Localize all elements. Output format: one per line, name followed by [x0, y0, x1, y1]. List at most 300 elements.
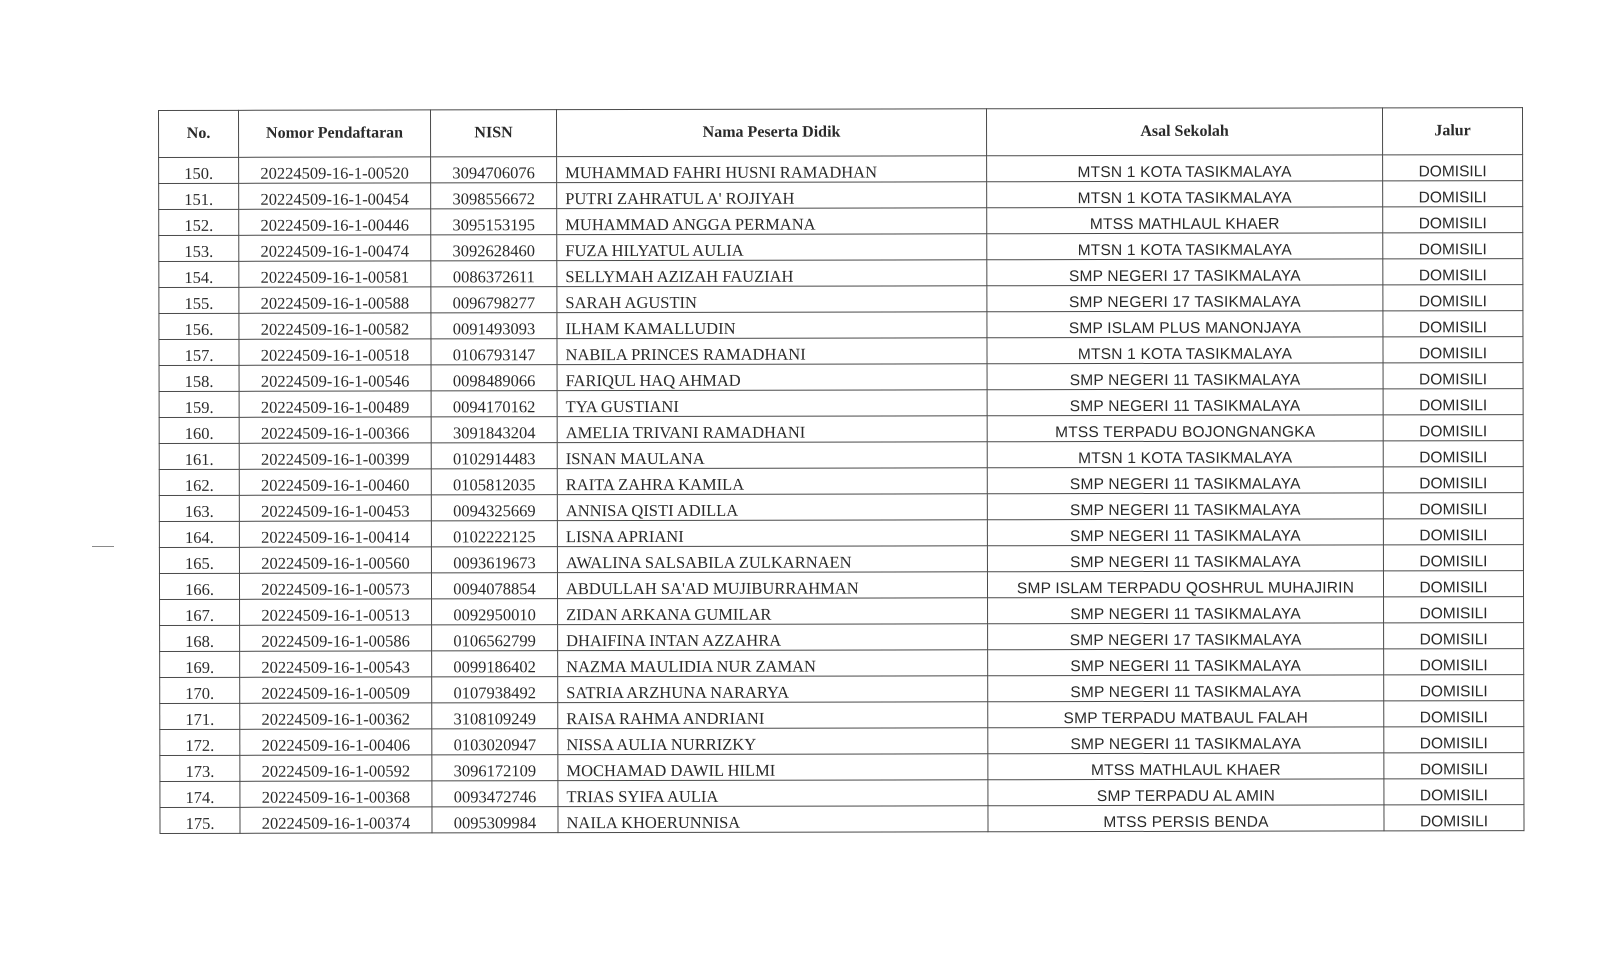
- cell-no: [160, 703, 240, 729]
- cell-route-text: DOMISILI: [1418, 214, 1487, 232]
- cell-no-text: 153.: [184, 241, 214, 261]
- cell-nisn: [432, 599, 558, 625]
- cell-student-name: [558, 702, 988, 729]
- cell-no-text: 155.: [184, 293, 214, 313]
- cell-origin-school-text: SMP ISLAM PLUS MANONJAYA: [1068, 319, 1302, 337]
- cell-nisn-text: 3091843204: [452, 422, 536, 442]
- cell-origin-school-text: SMP NEGERI 11 TASIKMALAYA: [1070, 683, 1302, 701]
- cell-registration-number: [239, 469, 431, 495]
- cell-nisn: [431, 573, 557, 599]
- cell-route: [1383, 363, 1523, 389]
- cell-origin-school-text: SMP TERPADU AL AMIN: [1096, 787, 1276, 805]
- table-row: [159, 519, 1523, 548]
- cell-registration-number-text: 20224509-16-1-00509: [261, 682, 410, 703]
- cell-origin-school-text: SMP NEGERI 11 TASIKMALAYA: [1069, 371, 1301, 389]
- cell-no-text: 166.: [185, 579, 214, 599]
- cell-route-text: DOMISILI: [1419, 682, 1488, 700]
- header-nisn: NISN: [431, 110, 557, 157]
- cell-nisn-text: 0106793147: [452, 344, 536, 364]
- cell-origin-school-text: MTSS TERPADU BOJONGNANGKA: [1055, 423, 1316, 441]
- cell-student-name: [557, 364, 987, 391]
- cell-origin-school: [987, 363, 1383, 390]
- cell-origin-school-text: MTSN 1 KOTA TASIKMALAYA: [1077, 241, 1292, 259]
- cell-route: [1383, 389, 1523, 415]
- cell-registration-number: [239, 417, 431, 443]
- cell-origin-school: [988, 701, 1384, 728]
- cell-nisn-text: 3108109249: [453, 708, 537, 728]
- cell-student-name: [557, 234, 987, 261]
- cell-route: [1383, 155, 1523, 181]
- cell-student-name: [558, 598, 988, 625]
- cell-route-text: DOMISILI: [1419, 604, 1488, 622]
- cell-no-text: 164.: [184, 527, 214, 547]
- cell-nisn: [432, 677, 558, 703]
- cell-route: [1383, 259, 1523, 285]
- cell-route-text: DOMISILI: [1418, 344, 1488, 362]
- cell-registration-number-text: 20224509-16-1-00366: [260, 422, 410, 443]
- cell-no-text: 173.: [185, 761, 215, 781]
- cell-registration-number-text: 20224509-16-1-00588: [260, 292, 410, 313]
- cell-route-text: DOMISILI: [1419, 370, 1488, 388]
- cell-route: [1383, 207, 1523, 233]
- cell-registration-number-text: 20224509-16-1-00399: [260, 448, 410, 469]
- cell-route-text: DOMISILI: [1419, 526, 1488, 544]
- cell-origin-school-text: SMP NEGERI 11 TASIKMALAYA: [1069, 501, 1301, 519]
- cell-registration-number-text: 20224509-16-1-00460: [261, 474, 410, 495]
- cell-route-text: DOMISILI: [1418, 292, 1487, 310]
- cell-no: [159, 365, 239, 391]
- cell-nisn: [431, 261, 557, 287]
- cell-nisn-text: 0102914483: [452, 448, 536, 468]
- cell-nisn-text: 3094706076: [452, 162, 535, 182]
- cell-registration-number: [240, 651, 432, 677]
- cell-nisn-text: 0107938492: [453, 682, 536, 702]
- header-origin-school: Asal Sekolah: [986, 108, 1382, 156]
- cell-origin-school-text: SMP NEGERI 11 TASIKMALAYA: [1070, 553, 1301, 571]
- cell-nisn: [432, 807, 558, 833]
- cell-student-name-text: TRIAS SYIFA AULIA: [566, 786, 719, 806]
- cell-registration-number-text: 20224509-16-1-00374: [261, 812, 411, 833]
- cell-route-text: DOMISILI: [1418, 318, 1487, 336]
- table-row: [159, 441, 1523, 470]
- cell-origin-school: [987, 337, 1383, 364]
- table-row: [160, 597, 1524, 626]
- cell-no: [159, 469, 239, 495]
- cell-nisn-text: 0096798277: [452, 292, 536, 312]
- cell-no: [160, 729, 240, 755]
- cell-nisn-text: 3098556672: [452, 188, 535, 208]
- cell-registration-number: [239, 521, 431, 547]
- cell-registration-number: [239, 391, 431, 417]
- cell-student-name: [558, 650, 988, 677]
- cell-route-text: DOMISILI: [1419, 474, 1488, 492]
- cell-registration-number-text: 20224509-16-1-00543: [261, 656, 410, 677]
- cell-nisn: [432, 781, 558, 807]
- cell-nisn-text: 0093619673: [453, 552, 536, 572]
- cell-origin-school: [988, 623, 1384, 650]
- cell-origin-school: [988, 805, 1384, 832]
- cell-no-text: 156.: [184, 319, 214, 339]
- cell-nisn: [431, 443, 557, 469]
- cell-no-text: 167.: [185, 605, 215, 625]
- cell-no-text: 157.: [184, 345, 214, 365]
- cell-nisn-text: 0092950010: [453, 604, 536, 624]
- cell-nisn: [431, 209, 557, 235]
- cell-nisn-text: 3092628460: [452, 240, 536, 260]
- cell-route: [1383, 233, 1523, 259]
- table-row: [160, 649, 1524, 678]
- cell-route-text: DOMISILI: [1419, 708, 1488, 726]
- document-page: [158, 107, 1524, 834]
- cell-no-text: 150.: [184, 163, 214, 183]
- cell-no: [159, 287, 239, 313]
- table-row: [160, 701, 1524, 730]
- cell-route: [1384, 623, 1524, 649]
- cell-student-name: [557, 520, 987, 547]
- cell-no: [159, 495, 239, 521]
- table-row: [160, 805, 1524, 834]
- cell-origin-school: [988, 753, 1384, 780]
- table-row: [160, 623, 1524, 652]
- cell-route-text: DOMISILI: [1419, 578, 1488, 596]
- cell-origin-school: [988, 597, 1384, 624]
- cell-registration-number-text: 20224509-16-1-00513: [261, 604, 410, 625]
- cell-no: [159, 261, 239, 287]
- cell-route: [1383, 285, 1523, 311]
- cell-route-text: DOMISILI: [1419, 552, 1488, 570]
- header-registration-number: Nomor Pendaftaran: [239, 110, 431, 157]
- participant-table: [158, 107, 1525, 834]
- cell-no-text: 165.: [184, 553, 214, 573]
- cell-nisn: [432, 729, 558, 755]
- cell-no-text: 159.: [184, 397, 214, 417]
- cell-registration-number: [240, 677, 432, 703]
- cell-origin-school-text: SMP NEGERI 11 TASIKMALAYA: [1070, 605, 1301, 623]
- cell-nisn-text: 0094170162: [452, 396, 536, 416]
- cell-route-text: DOMISILI: [1418, 188, 1487, 206]
- cell-route-text: DOMISILI: [1418, 162, 1487, 180]
- cell-student-name: [557, 312, 987, 339]
- cell-registration-number-text: 20224509-16-1-00582: [260, 318, 410, 339]
- cell-registration-number: [239, 443, 431, 469]
- cell-student-name: [557, 338, 987, 365]
- cell-no-text: 175.: [185, 813, 215, 833]
- cell-no: [159, 443, 239, 469]
- cell-route: [1383, 493, 1523, 519]
- cell-origin-school: [988, 649, 1384, 676]
- cell-route: [1383, 415, 1523, 441]
- cell-origin-school-text: MTSN 1 KOTA TASIKMALAYA: [1077, 163, 1292, 181]
- cell-student-name-text: MUHAMMAD FAHRI HUSNI RAMADHAN: [565, 161, 877, 182]
- cell-no: [159, 339, 239, 365]
- cell-student-name: [558, 728, 988, 755]
- cell-student-name: [557, 156, 987, 183]
- cell-route: [1383, 545, 1523, 571]
- cell-nisn: [432, 703, 558, 729]
- cell-student-name: [557, 572, 987, 599]
- cell-registration-number-text: 20224509-16-1-00489: [260, 396, 410, 417]
- cell-registration-number: [239, 573, 431, 599]
- cell-origin-school: [987, 311, 1383, 338]
- cell-registration-number: [240, 755, 432, 781]
- cell-student-name-text: AWALINA SALSABILA ZULKARNAEN: [565, 552, 852, 572]
- cell-student-name-text: NAZMA MAULIDIA NUR ZAMAN: [566, 656, 816, 676]
- cell-route: [1384, 753, 1524, 779]
- table-row: [159, 311, 1523, 340]
- cell-student-name-text: FUZA HILYATUL AULIA: [565, 240, 744, 260]
- cell-route: [1384, 805, 1524, 831]
- cell-no: [159, 209, 239, 235]
- cell-nisn-text: 0094078854: [453, 578, 536, 598]
- cell-nisn-text: 0091493093: [452, 318, 536, 338]
- cell-no: [159, 417, 239, 443]
- cell-origin-school: [988, 675, 1384, 702]
- cell-nisn: [431, 183, 557, 209]
- cell-student-name-text: ANNISA QISTI ADILLA: [565, 500, 739, 520]
- cell-no-text: 160.: [184, 423, 214, 443]
- cell-nisn: [431, 391, 557, 417]
- cell-route-text: DOMISILI: [1419, 422, 1488, 440]
- cell-student-name: [558, 754, 988, 781]
- cell-origin-school: [987, 389, 1383, 416]
- cell-no-text: 158.: [184, 371, 214, 391]
- cell-nisn-text: 0102222125: [453, 526, 536, 546]
- cell-nisn-text: 0086372611: [452, 266, 535, 286]
- cell-student-name-text: ISNAN MAULANA: [565, 448, 705, 468]
- cell-student-name-text: RAITA ZAHRA KAMILA: [565, 474, 745, 494]
- header-route: Jalur: [1382, 108, 1522, 155]
- cell-origin-school-text: MTSS MATHLAUL KHAER: [1090, 761, 1281, 779]
- cell-route: [1383, 441, 1523, 467]
- cell-no-text: 162.: [184, 475, 214, 495]
- cell-registration-number-text: 20224509-16-1-00520: [260, 162, 409, 183]
- header-student-name: Nama Peserta Didik: [557, 109, 987, 157]
- cell-nisn: [432, 755, 558, 781]
- cell-student-name: [557, 286, 987, 313]
- cell-route-text: DOMISILI: [1418, 240, 1487, 258]
- cell-nisn: [431, 157, 557, 183]
- cell-route: [1383, 181, 1523, 207]
- cell-nisn: [431, 365, 557, 391]
- cell-no-text: 168.: [185, 631, 215, 651]
- cell-route: [1384, 779, 1524, 805]
- cell-no: [160, 807, 240, 833]
- cell-student-name: [558, 624, 988, 651]
- cell-student-name-text: FARIQUL HAQ AHMAD: [565, 370, 741, 390]
- cell-origin-school-text: SMP NEGERI 11 TASIKMALAYA: [1069, 475, 1301, 493]
- cell-origin-school-text: SMP TERPADU MATBAUL FALAH: [1063, 709, 1309, 727]
- table-row: [160, 675, 1524, 704]
- cell-origin-school-text: SMP ISLAM TERPADU QOSHRUL MUHAJIRIN: [1016, 578, 1355, 597]
- cell-student-name: [557, 260, 987, 287]
- cell-student-name: [557, 182, 987, 209]
- cell-student-name-text: LISNA APRIANI: [565, 526, 684, 546]
- cell-origin-school: [987, 207, 1383, 234]
- cell-registration-number-text: 20224509-16-1-00581: [260, 266, 410, 287]
- cell-student-name: [558, 806, 988, 833]
- cell-nisn: [431, 235, 557, 261]
- cell-no-text: 171.: [185, 709, 215, 729]
- cell-nisn: [431, 417, 557, 443]
- cell-no: [159, 157, 239, 183]
- cell-origin-school-text: SMP NEGERI 11 TASIKMALAYA: [1070, 735, 1302, 753]
- cell-no: [159, 391, 239, 417]
- cell-route: [1383, 337, 1523, 363]
- cell-student-name-text: NAILA KHOERUNNISA: [566, 812, 741, 832]
- cell-origin-school: [987, 493, 1383, 520]
- cell-no: [159, 235, 239, 261]
- cell-no-text: 170.: [185, 683, 215, 703]
- cell-no: [160, 625, 240, 651]
- cell-student-name-text: NISSA AULIA NURRIZKY: [566, 734, 757, 754]
- cell-student-name-text: ZIDAN ARKANA GUMILAR: [566, 604, 772, 624]
- cell-nisn: [431, 339, 557, 365]
- cell-nisn-text: 0095309984: [453, 812, 537, 832]
- cell-registration-number-text: 20224509-16-1-00368: [261, 786, 411, 807]
- cell-route-text: DOMISILI: [1419, 630, 1488, 648]
- cell-registration-number-text: 20224509-16-1-00414: [261, 526, 410, 547]
- cell-nisn-text: 3096172109: [453, 760, 537, 780]
- cell-origin-school: [987, 441, 1383, 468]
- cell-nisn-text: 3095153195: [452, 214, 536, 234]
- cell-nisn: [432, 625, 558, 651]
- cell-origin-school: [987, 259, 1383, 286]
- cell-no-text: 172.: [185, 735, 215, 755]
- cell-nisn-text: 0093472746: [453, 786, 537, 806]
- cell-route: [1384, 675, 1524, 701]
- cell-no: [160, 755, 240, 781]
- cell-route-text: DOMISILI: [1419, 812, 1489, 830]
- cell-registration-number: [240, 625, 432, 651]
- cell-no: [160, 599, 240, 625]
- cell-registration-number: [239, 365, 431, 391]
- table-row: [159, 493, 1523, 522]
- cell-route: [1383, 519, 1523, 545]
- cell-registration-number: [239, 495, 431, 521]
- cell-origin-school: [987, 233, 1383, 260]
- cell-registration-number-text: 20224509-16-1-00446: [260, 214, 409, 235]
- cell-origin-school-text: SMP NEGERI 17 TASIKMALAYA: [1069, 631, 1302, 649]
- cell-origin-school: [988, 779, 1384, 806]
- cell-registration-number: [240, 781, 432, 807]
- table-row: [160, 753, 1524, 782]
- cell-no-text: 154.: [184, 267, 214, 287]
- table-row: [159, 285, 1523, 314]
- cell-route-text: DOMISILI: [1419, 786, 1488, 804]
- cell-origin-school-text: SMP NEGERI 11 TASIKMALAYA: [1070, 657, 1302, 675]
- cell-registration-number: [240, 703, 432, 729]
- table-row: [160, 779, 1524, 808]
- cell-registration-number: [239, 157, 431, 183]
- cell-registration-number: [239, 261, 431, 287]
- table-header-row: [159, 108, 1523, 158]
- table-row: [159, 467, 1523, 496]
- cell-registration-number-text: 20224509-16-1-00573: [261, 578, 410, 599]
- cell-student-name: [558, 780, 988, 807]
- cell-route: [1384, 649, 1524, 675]
- table-row: [159, 259, 1523, 288]
- cell-origin-school: [987, 467, 1383, 494]
- cell-origin-school-text: SMP NEGERI 17 TASIKMALAYA: [1068, 293, 1301, 311]
- cell-origin-school: [987, 519, 1383, 546]
- cell-registration-number: [239, 339, 431, 365]
- cell-route-text: DOMISILI: [1419, 656, 1488, 674]
- cell-no: [160, 677, 240, 703]
- cell-no: [160, 651, 240, 677]
- cell-nisn-text: 0094325669: [453, 500, 536, 520]
- table-row: [159, 233, 1523, 262]
- cell-nisn: [431, 469, 557, 495]
- cell-route-text: DOMISILI: [1419, 760, 1488, 778]
- cell-origin-school-text: MTSS PERSIS BENDA: [1103, 813, 1269, 831]
- cell-origin-school-text: SMP NEGERI 11 TASIKMALAYA: [1069, 397, 1301, 415]
- cell-registration-number: [239, 313, 431, 339]
- cell-nisn-text: 0099186402: [453, 656, 536, 676]
- cell-route: [1384, 597, 1524, 623]
- cell-origin-school-text: MTSN 1 KOTA TASIKMALAYA: [1077, 189, 1292, 207]
- cell-student-name: [557, 208, 987, 235]
- cell-origin-school-text: SMP NEGERI 11 TASIKMALAYA: [1070, 527, 1301, 545]
- cell-student-name-text: PUTRI ZAHRATUL A' ROJIYAH: [565, 188, 795, 208]
- cell-student-name-text: ABDULLAH SA'AD MUJIBURRAHMAN: [565, 578, 859, 598]
- cell-nisn: [432, 651, 558, 677]
- cell-student-name-text: AMELIA TRIVANI RAMADHANI: [565, 422, 806, 442]
- cell-student-name: [557, 468, 987, 495]
- cell-origin-school: [987, 545, 1383, 572]
- cell-nisn: [431, 547, 557, 573]
- cell-student-name: [557, 494, 987, 521]
- cell-origin-school: [987, 155, 1383, 182]
- cell-nisn: [431, 495, 557, 521]
- cell-student-name-text: RAISA RAHMA ANDRIANI: [566, 708, 765, 728]
- cell-registration-number: [239, 183, 431, 209]
- cell-origin-school: [987, 181, 1383, 208]
- cell-student-name-text: MOCHAMAD DAWIL HILMI: [566, 760, 776, 780]
- table-row: [159, 207, 1523, 236]
- cell-nisn-text: 0103020947: [453, 734, 537, 754]
- cell-origin-school: [987, 571, 1383, 598]
- cell-registration-number-text: 20224509-16-1-00586: [261, 630, 410, 651]
- cell-no: [159, 573, 239, 599]
- table-row: [159, 337, 1523, 366]
- cell-student-name: [557, 390, 987, 417]
- table-row: [160, 727, 1524, 756]
- cell-student-name: [557, 546, 987, 573]
- table-row: [159, 181, 1523, 210]
- table-body: [159, 155, 1524, 834]
- cell-nisn-text: 0106562799: [453, 630, 536, 650]
- cell-registration-number-text: 20224509-16-1-00546: [260, 370, 410, 391]
- cell-registration-number-text: 20224509-16-1-00406: [261, 734, 411, 755]
- cell-nisn-text: 0098489066: [452, 370, 536, 390]
- cell-nisn: [431, 287, 557, 313]
- cell-registration-number: [240, 807, 432, 833]
- margin-mark: [92, 546, 114, 547]
- cell-registration-number: [239, 209, 431, 235]
- cell-no-text: 152.: [184, 215, 214, 235]
- cell-no: [160, 781, 240, 807]
- cell-route-text: DOMISILI: [1419, 734, 1488, 752]
- cell-registration-number: [240, 599, 432, 625]
- cell-student-name: [557, 416, 987, 443]
- cell-registration-number-text: 20224509-16-1-00518: [260, 344, 410, 365]
- cell-nisn-text: 0105812035: [453, 474, 536, 494]
- cell-origin-school-text: MTSN 1 KOTA TASIKMALAYA: [1078, 449, 1293, 467]
- cell-student-name-text: MUHAMMAD ANGGA PERMANA: [565, 214, 816, 234]
- cell-student-name-text: NABILA PRINCES RAMADHANI: [565, 344, 806, 364]
- cell-origin-school: [987, 415, 1383, 442]
- cell-nisn: [431, 521, 557, 547]
